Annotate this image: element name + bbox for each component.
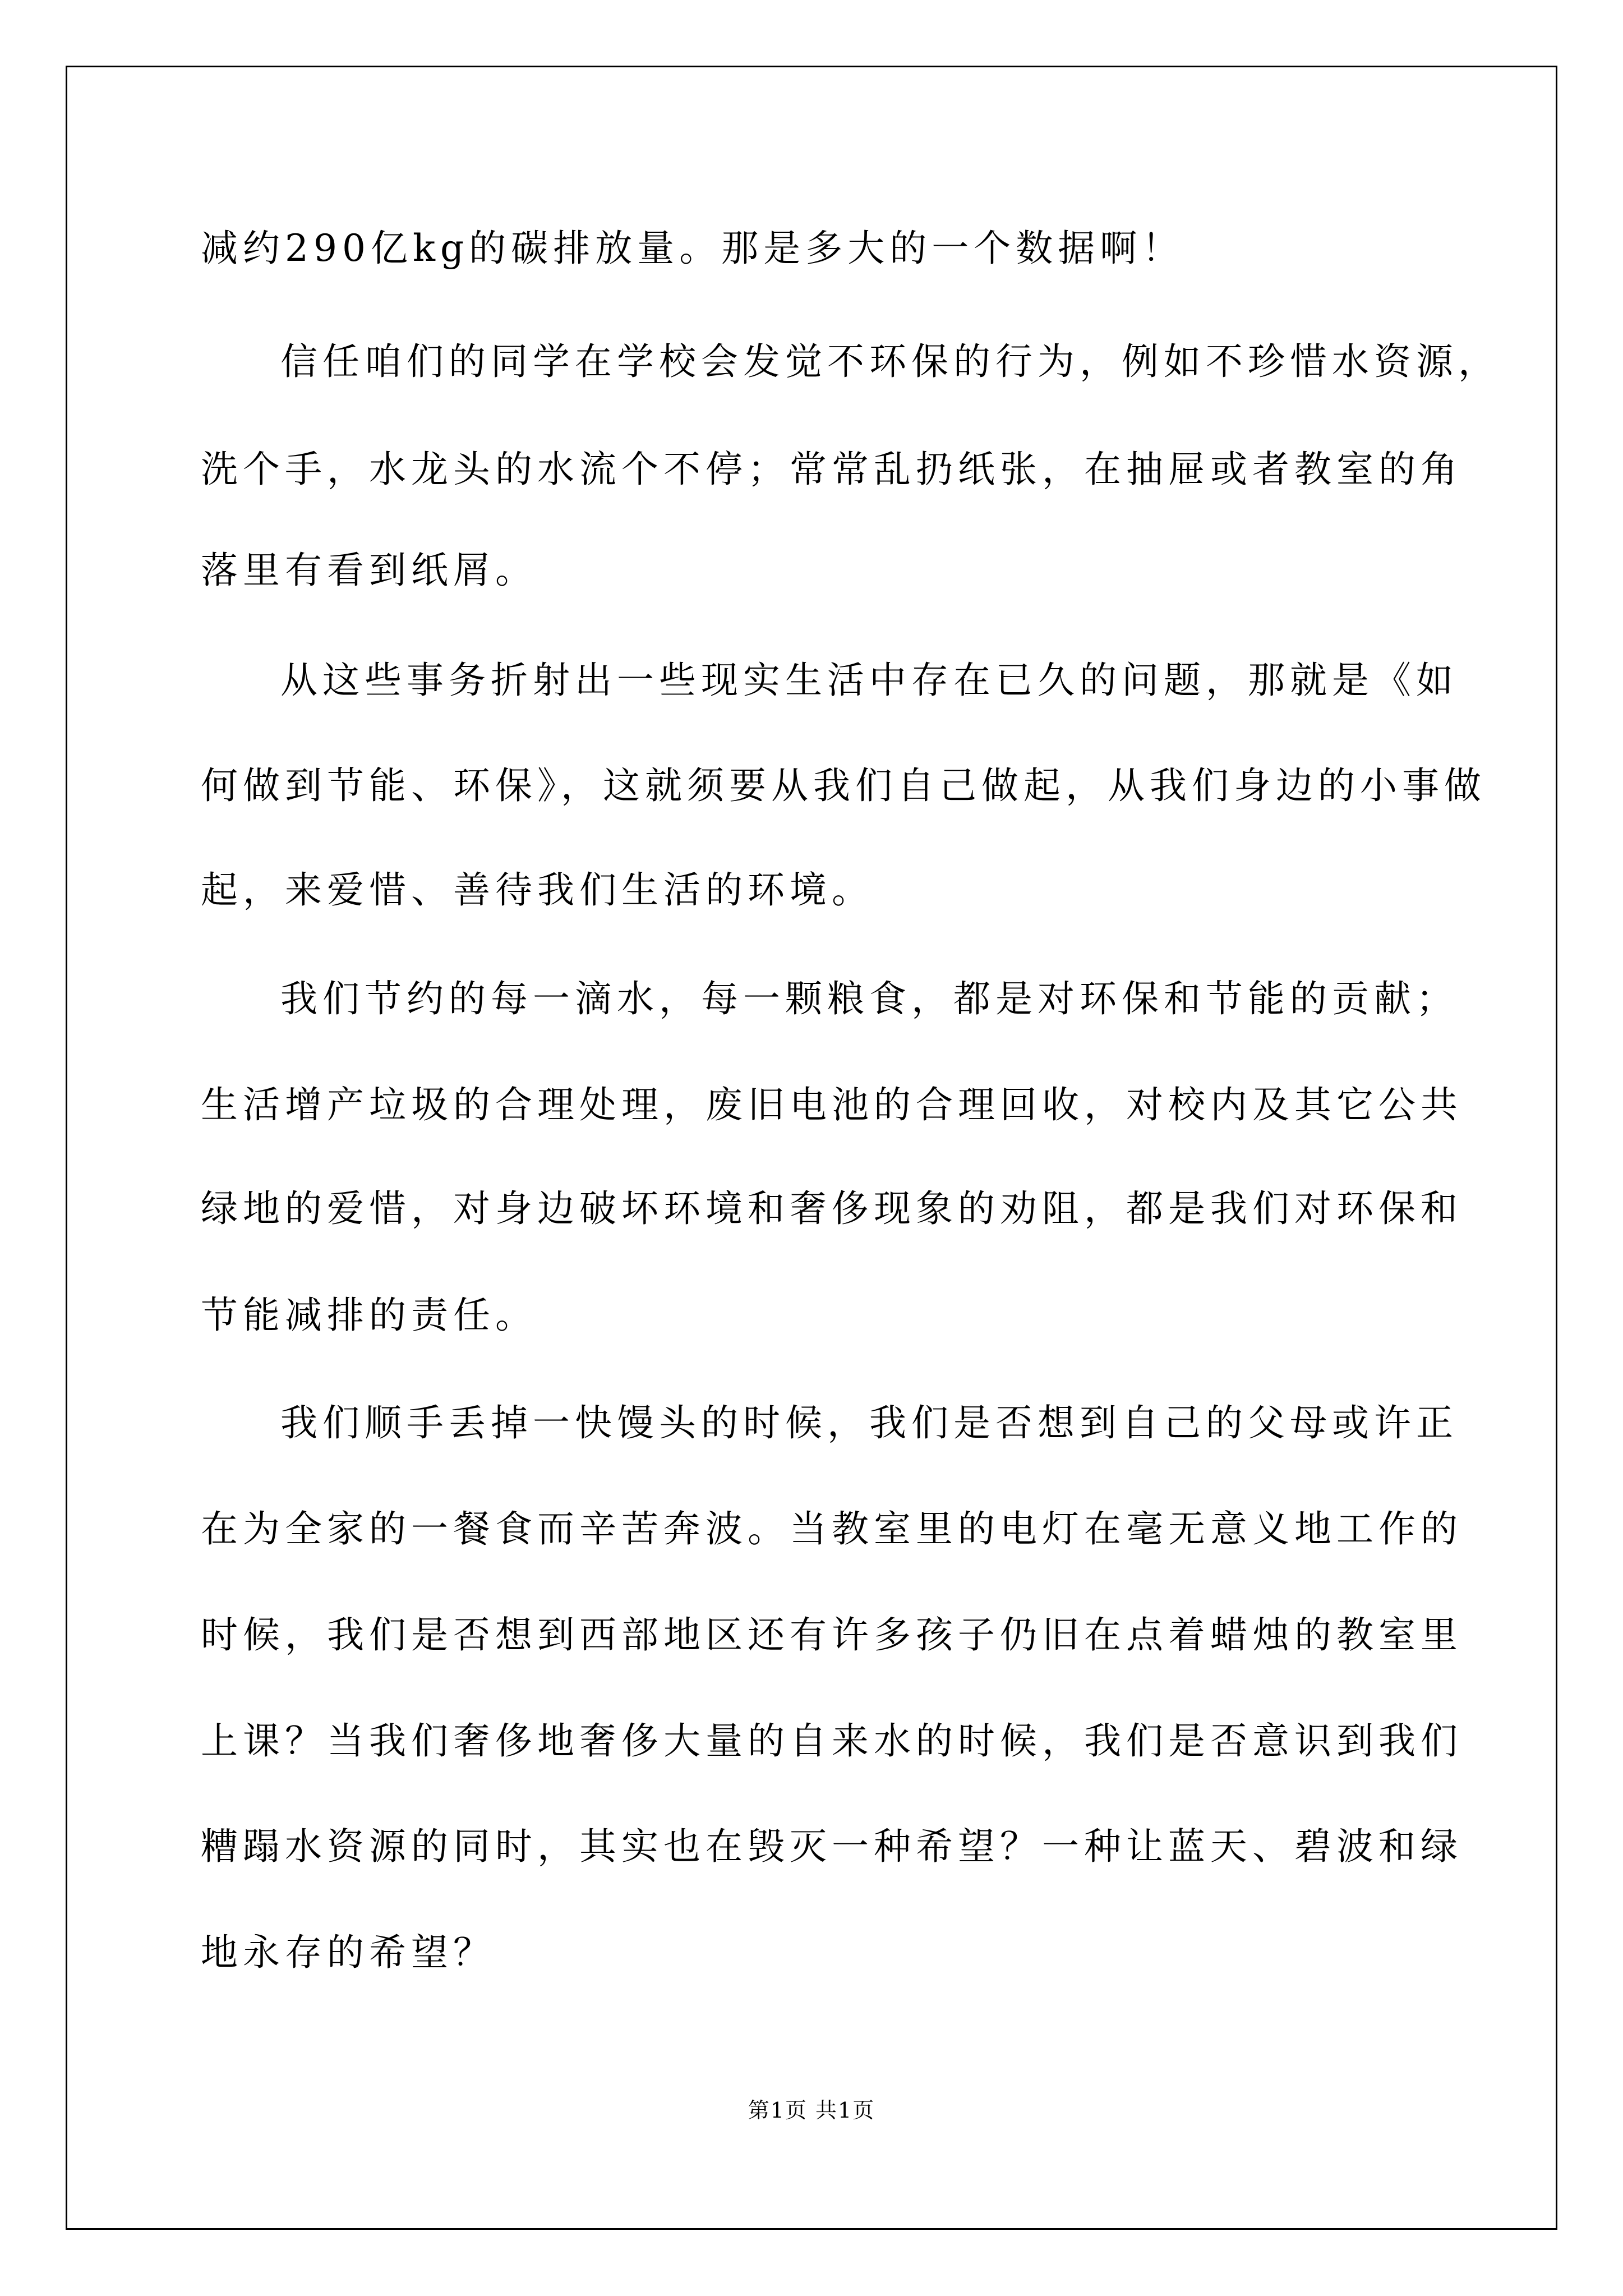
text-line: 起，来爱惜、善待我们生活的环境。 (201, 868, 874, 912)
text-line: 我们顺手丢掉一快馒头的时候，我们是否想到自己的父母或许正 (280, 1401, 1458, 1444)
text-line: 节能减排的责任。 (201, 1294, 537, 1337)
text-line: 糟蹋水资源的同时，其实也在毁灭一种希望？一种让蓝天、碧波和绿 (201, 1825, 1463, 1868)
text-line: 时候，我们是否想到西部地区还有许多孩子仍旧在点着蜡烛的教室里 (201, 1613, 1463, 1657)
text-line: 洗个手，水龙头的水流个不停；常常乱扔纸张，在抽屉或者教室的角 (201, 448, 1463, 491)
text-line: 减约290亿kg的碳排放量。那是多大的一个数据啊！ (201, 227, 1184, 270)
text-line: 落里有看到纸屑。 (201, 549, 537, 592)
text-line: 何做到节能、环保》，这就须要从我们自己做起，从我们身边的小事做 (201, 764, 1486, 807)
page-footer: 第1页 共1页 (748, 2098, 875, 2123)
text-line: 上课？当我们奢侈地奢侈大量的自来水的时候，我们是否意识到我们 (201, 1719, 1463, 1763)
text-line: 信任咱们的同学在学校会发觉不环保的行为，例如不珍惜水资源， (280, 340, 1500, 383)
page-border (66, 66, 1557, 2230)
text-line: 从这些事务折射出一些现实生活中存在已久的问题，那就是《如 (280, 659, 1458, 702)
text-line: 绿地的爱惜，对身边破坏环境和奢侈现象的劝阻，都是我们对环保和 (201, 1187, 1463, 1230)
text-line: 在为全家的一餐食而辛苦奔波。当教室里的电灯在毫无意义地工作的 (201, 1507, 1463, 1550)
text-line: 地永存的希望？ (201, 1931, 495, 1974)
text-line: 我们节约的每一滴水，每一颗粮食，都是对环保和节能的贡献； (280, 977, 1458, 1020)
text-line: 生活增产垃圾的合理处理，废旧电池的合理回收，对校内及其它公共 (201, 1083, 1463, 1126)
